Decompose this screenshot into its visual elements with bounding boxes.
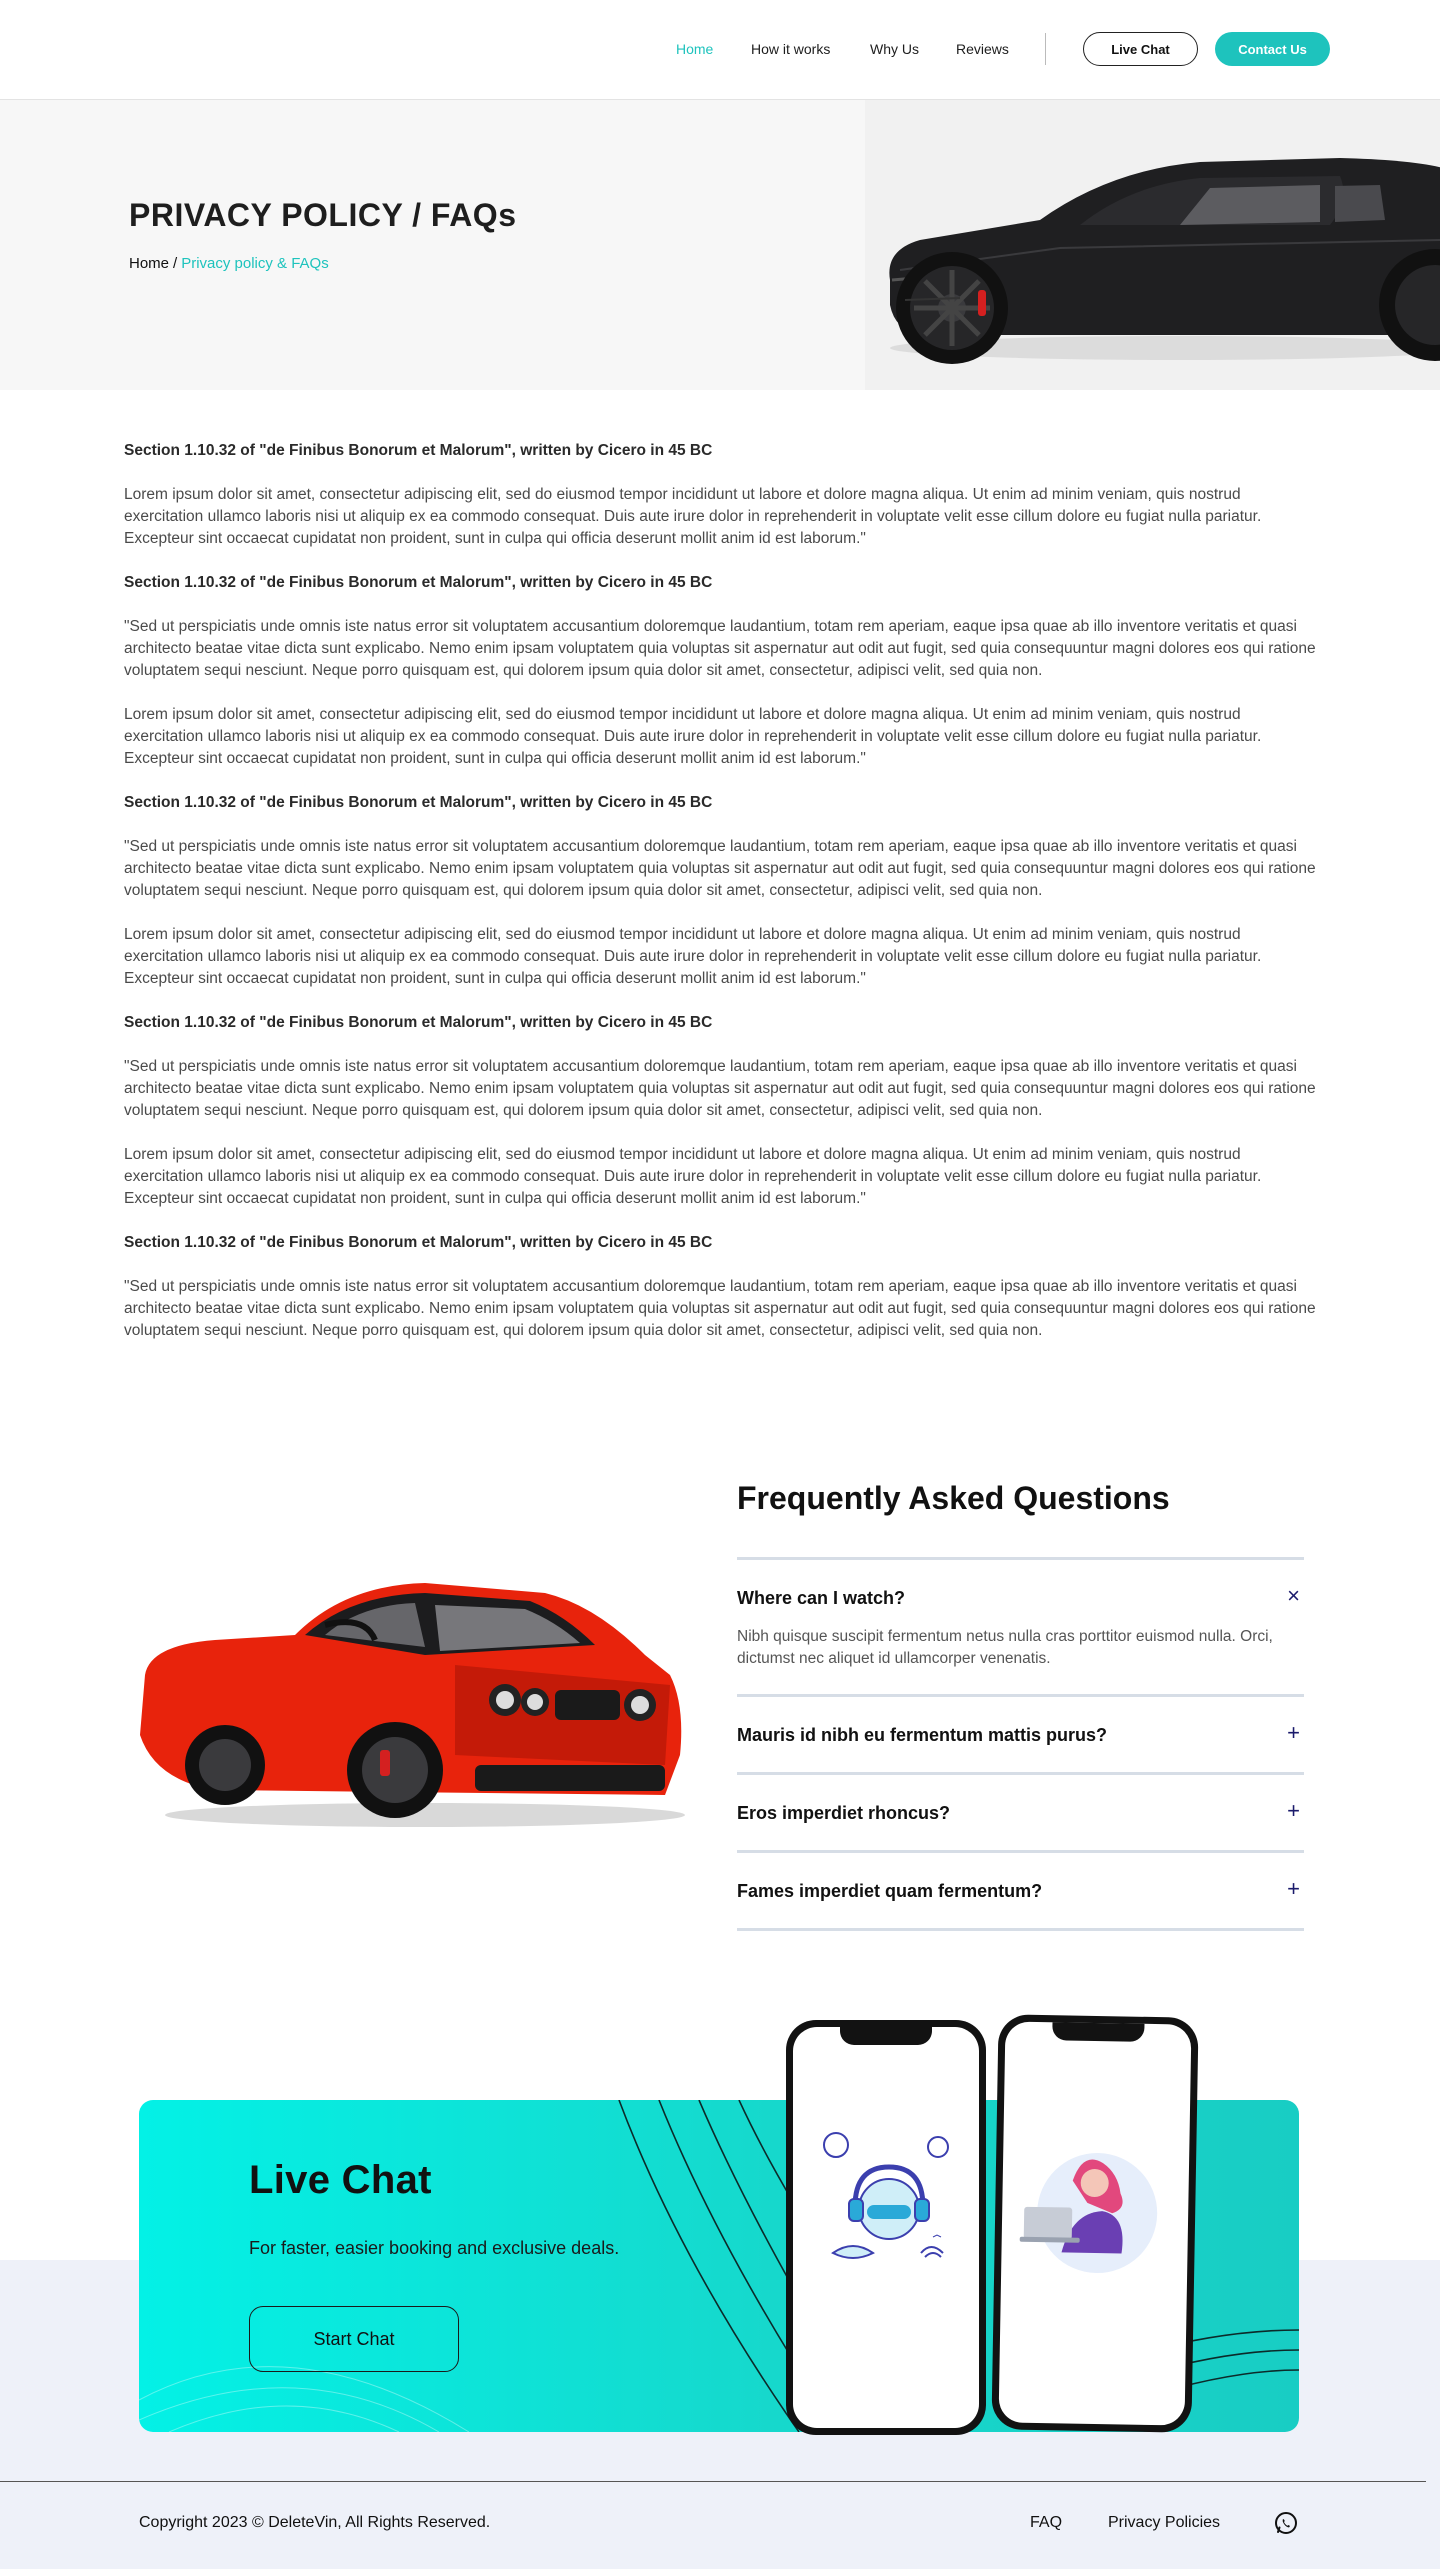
breadcrumb: [129, 255, 329, 272]
faq-question: Mauris id nibh eu fermentum mattis purus?: [737, 1725, 1108, 1745]
phone-screen: [999, 2021, 1192, 2425]
faq-question: Fames imperdiet quam fermentum?: [737, 1881, 1043, 1901]
nav-divider: [1045, 33, 1046, 65]
phone-mockup-user: [991, 2014, 1198, 2432]
copyright-text: Copyright 2023 © DeleteVin, All Rights Reserved.: [139, 2514, 491, 2531]
close-icon[interactable]: ×: [1287, 1583, 1300, 1608]
woman-laptop-illustration: [999, 2021, 1192, 2425]
live-chat-button[interactable]: Live Chat: [1083, 32, 1198, 66]
faq-title: Frequently Asked Questions: [737, 1480, 1170, 1516]
phone-screen: [793, 2027, 979, 2428]
breadcrumb-current: Privacy policy & FAQs: [181, 255, 329, 272]
faq-question: Eros imperdiet rhoncus?: [737, 1803, 951, 1823]
faq-accordion: [737, 1557, 1304, 1931]
faq-question: Where can I watch?: [737, 1588, 906, 1608]
nav-how-it-works[interactable]: How it works: [751, 41, 831, 57]
nav-why-us[interactable]: Why Us: [870, 41, 919, 57]
faq-answer: Nibh quisque suscipit fermentum netus nulla cras porttitor euismod nulla. Orci, dictumst nec aliquet id ullamcorper venenatis.: [737, 1628, 1273, 1667]
section-paragraph: Lorem ipsum dolor sit amet, consectetur adipiscing elit, sed do eiusmod tempor incididunt ut labore et dolore magna aliqua. Ut enim ad minim veniam, quis nostrud exercitation ullamco laboris nisi ut aliquip ex ea commodo consequat. Duis aute irure dolor in reprehenderit in voluptate velit esse cillum dolore eu fugiat nulla pariatur. Excepteur sint occaecat cupidatat non proident, sunt in culpa qui officia deserunt mollit anim id est laborum.": [124, 926, 1262, 987]
phone-notch: [840, 2027, 932, 2045]
faq-item: [737, 1557, 1304, 1694]
start-chat-button[interactable]: Start Chat: [249, 2306, 459, 2372]
black-car-image: [880, 130, 1440, 370]
phone-notch: [1052, 2022, 1144, 2042]
page-title: PRIVACY POLICY / FAQs: [129, 197, 517, 233]
plus-icon[interactable]: +: [1287, 1798, 1300, 1823]
section-paragraph: Lorem ipsum dolor sit amet, consectetur adipiscing elit, sed do eiusmod tempor incididunt ut labore et dolore magna aliqua. Ut enim ad minim veniam, quis nostrud exercitation ullamco laboris nisi ut aliquip ex ea commodo consequat. Duis aute irure dolor in reprehenderit in voluptate velit esse cillum dolore eu fugiat nulla pariatur. Excepteur sint occaecat cupidatat non proident, sunt in culpa qui officia deserunt mollit anim id est laborum.": [124, 706, 1262, 767]
section-heading: Section 1.10.32 of "de Finibus Bonorum et Malorum", written by Cicero in 45 BC: [124, 574, 713, 591]
section-heading: Section 1.10.32 of "de Finibus Bonorum et Malorum", written by Cicero in 45 BC: [124, 442, 713, 459]
section-paragraph: Lorem ipsum dolor sit amet, consectetur adipiscing elit, sed do eiusmod tempor incididunt ut labore et dolore magna aliqua. Ut enim ad minim veniam, quis nostrud exercitation ullamco laboris nisi ut aliquip ex ea commodo consequat. Duis aute irure dolor in reprehenderit in voluptate velit esse cillum dolore eu fugiat nulla pariatur. Excepteur sint occaecat cupidatat non proident, sunt in culpa qui officia deserunt mollit anim id est laborum.": [124, 1146, 1262, 1207]
faq-item: [737, 1772, 1304, 1850]
section-paragraph: Lorem ipsum dolor sit amet, consectetur adipiscing elit, sed do eiusmod tempor incididunt ut labore et dolore magna aliqua. Ut enim ad minim veniam, quis nostrud exercitation ullamco laboris nisi ut aliquip ex ea commodo consequat. Duis aute irure dolor in reprehenderit in voluptate velit esse cillum dolore eu fugiat nulla pariatur. Excepteur sint occaecat cupidatat non proident, sunt in culpa qui officia deserunt mollit anim id est laborum.": [124, 486, 1262, 547]
nav-reviews[interactable]: Reviews: [956, 41, 1009, 57]
footer-link-faq[interactable]: FAQ: [1030, 2514, 1063, 2531]
contact-us-button[interactable]: Contact Us: [1215, 32, 1330, 66]
section-heading: Section 1.10.32 of "de Finibus Bonorum et Malorum", written by Cicero in 45 BC: [124, 794, 713, 811]
plus-icon[interactable]: +: [1287, 1876, 1300, 1901]
footer-divider: [0, 2481, 1426, 2482]
nav-home[interactable]: Home: [676, 41, 714, 57]
section-paragraph: "Sed ut perspiciatis unde omnis iste natus error sit voluptatem accusantium doloremque laudantium, totam rem aperiam, eaque ipsa quae ab illo inventore veritatis et quasi architecto beatae vitae dicta sunt explicabo. Nemo enim ipsam voluptatem quia voluptas sit aspernatur aut odit aut fugit, sed quia consequuntur magni dolores eos qui ratione voluptatem sequi nesciunt. Neque porro quisquam est, qui dolorem ipsum quia dolor sit amet, consectetur, adipisci velit, sed quia non.: [124, 618, 1316, 679]
phone-mockup-support: [786, 2020, 986, 2435]
section-heading: Section 1.10.32 of "de Finibus Bonorum et Malorum", written by Cicero in 45 BC: [124, 1234, 713, 1251]
faq-question-row[interactable]: [737, 1560, 1304, 1626]
faq-question-row[interactable]: [737, 1697, 1304, 1772]
faq-item: [737, 1694, 1304, 1772]
section-paragraph: "Sed ut perspiciatis unde omnis iste natus error sit voluptatem accusantium doloremque laudantium, totam rem aperiam, eaque ipsa quae ab illo inventore veritatis et quasi architecto beatae vitae dicta sunt explicabo. Nemo enim ipsam voluptatem quia voluptas sit aspernatur aut odit aut fugit, sed quia consequuntur magni dolores eos qui ratione voluptatem sequi nesciunt. Neque porro quisquam est, qui dolorem ipsum quia dolor sit amet, consectetur, adipisci velit, sed quia non.: [124, 1058, 1316, 1119]
hero-banner: [0, 100, 1440, 390]
breadcrumb-separator: /: [173, 255, 178, 272]
whatsapp-icon[interactable]: [1274, 2511, 1298, 2535]
plus-icon[interactable]: +: [1287, 1720, 1300, 1745]
live-chat-subtitle: For faster, easier booking and exclusive deals.: [249, 2238, 620, 2258]
faq-question-row[interactable]: [737, 1775, 1304, 1850]
live-chat-title: Live Chat: [249, 2158, 432, 2202]
policy-content: [124, 440, 1318, 1364]
section-paragraph: "Sed ut perspiciatis unde omnis iste natus error sit voluptatem accusantium doloremque laudantium, totam rem aperiam, eaque ipsa quae ab illo inventore veritatis et quasi architecto beatae vitae dicta sunt explicabo. Nemo enim ipsam voluptatem quia voluptas sit aspernatur aut odit aut fugit, sed quia consequuntur magni dolores eos qui ratione voluptatem sequi nesciunt. Neque porro quisquam est, qui dolorem ipsum quia dolor sit amet, consectetur, adipisci velit, sed quia non.: [124, 1278, 1316, 1339]
section-heading: Section 1.10.32 of "de Finibus Bonorum et Malorum", written by Cicero in 45 BC: [124, 1014, 713, 1031]
red-car-image: [125, 1565, 690, 1835]
faq-question-row[interactable]: [737, 1853, 1304, 1928]
breadcrumb-home[interactable]: Home: [129, 255, 170, 272]
faq-item: [737, 1850, 1304, 1931]
section-paragraph: "Sed ut perspiciatis unde omnis iste natus error sit voluptatem accusantium doloremque laudantium, totam rem aperiam, eaque ipsa quae ab illo inventore veritatis et quasi architecto beatae vitae dicta sunt explicabo. Nemo enim ipsam voluptatem quia voluptas sit aspernatur aut odit aut fugit, sed quia consequuntur magni dolores eos qui ratione voluptatem sequi nesciunt. Neque porro quisquam est, qui dolorem ipsum quia dolor sit amet, consectetur, adipisci velit, sed quia non.: [124, 838, 1316, 899]
headset-support-icon: [793, 2027, 979, 2428]
footer-link-privacy[interactable]: Privacy Policies: [1108, 2514, 1221, 2531]
site-header: [0, 0, 1440, 100]
